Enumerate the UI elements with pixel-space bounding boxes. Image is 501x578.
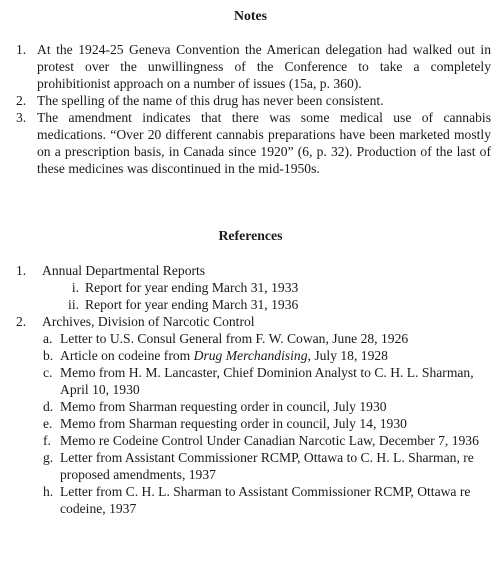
subitem-number: ii.: [68, 297, 79, 312]
reference-item: [0, 313, 501, 330]
reference-subitem: [0, 330, 501, 347]
notes-heading: Notes: [234, 8, 267, 23]
reference-item: [0, 262, 501, 279]
note-item: [0, 92, 501, 109]
subitem-text: Memo from H. M. Lancaster, Chief Dominion Analyst to C. H. L. Sharman, April 10, 1930: [60, 365, 474, 397]
reference-number: 1.: [16, 263, 27, 278]
note-number: 3.: [16, 110, 27, 125]
note-item: [0, 41, 501, 92]
note-text: The spelling of the name of this drug has never been consistent.: [37, 93, 384, 108]
subitem-number: h.: [43, 484, 54, 499]
reference-subitem: [0, 398, 501, 415]
subitem-text-prefix: Article on codeine from: [60, 348, 194, 363]
note-text: The amendment indicates that there was some medical use of cannabis medications. “Over 20 different cannabis preparations have been marketed mostly on a prescription basis, in Canada since 1920” (6, p. 32). Production of the last of these medicines was discontinued in the mid-1950s.: [37, 110, 491, 176]
note-number: 2.: [16, 93, 27, 108]
subitem-number: b.: [43, 348, 54, 363]
subitem-number: i.: [71, 280, 79, 295]
subitem-number: e.: [43, 416, 53, 431]
reference-subitem: [0, 415, 501, 432]
reference-subitem: [0, 279, 501, 296]
subitem-number: d.: [43, 399, 54, 414]
subitem-text: Report for year ending March 31, 1933: [85, 280, 299, 295]
subitem-text-suffix: , July 18, 1928: [307, 348, 388, 363]
note-text: At the 1924-25 Geneva Convention the American delegation had walked out in protest over the unwillingness of the Conference to take a completely prohibitionist approach on a number of issues (15a, p. 360).: [37, 42, 491, 91]
reference-number: 2.: [16, 314, 27, 329]
subitem-text: Letter from Assistant Commissioner RCMP, Ottawa to C. H. L. Sharman, re proposed amendments, 1937: [60, 450, 474, 482]
subitem-number: a.: [43, 331, 53, 346]
reference-subitem: [0, 483, 501, 517]
reference-title: Archives, Division of Narcotic Control: [42, 314, 255, 329]
subitem-text: Report for year ending March 31, 1936: [85, 297, 299, 312]
reference-subitem: [0, 347, 501, 364]
reference-subitem: [0, 296, 501, 313]
subitem-text: Letter to U.S. Consul General from F. W. Cowan, June 28, 1926: [60, 331, 409, 346]
subitem-number: f.: [43, 433, 51, 448]
note-number: 1.: [16, 42, 27, 57]
references-list: [0, 262, 501, 517]
subitem-number: c.: [43, 365, 53, 380]
subitem-text: Memo re Codeine Control Under Canadian Narcotic Law, December 7, 1936: [60, 433, 479, 448]
reference-subitem: [0, 449, 501, 483]
reference-title: Annual Departmental Reports: [42, 263, 206, 278]
reference-subitem: [0, 364, 501, 398]
publication-title: Drug Merchandising: [193, 348, 308, 363]
notes-list: [0, 41, 501, 177]
subitem-number: g.: [43, 450, 54, 465]
subitem-text: Memo from Sharman requesting order in council, July 14, 1930: [60, 416, 407, 431]
note-item: [0, 109, 501, 177]
references-heading: References: [218, 228, 283, 243]
subitem-text: Letter from C. H. L. Sharman to Assistant Commissioner RCMP, Ottawa re codeine, 1937: [60, 484, 471, 516]
subitem-text: Memo from Sharman requesting order in council, July 1930: [60, 399, 387, 414]
reference-subitem: [0, 432, 501, 449]
